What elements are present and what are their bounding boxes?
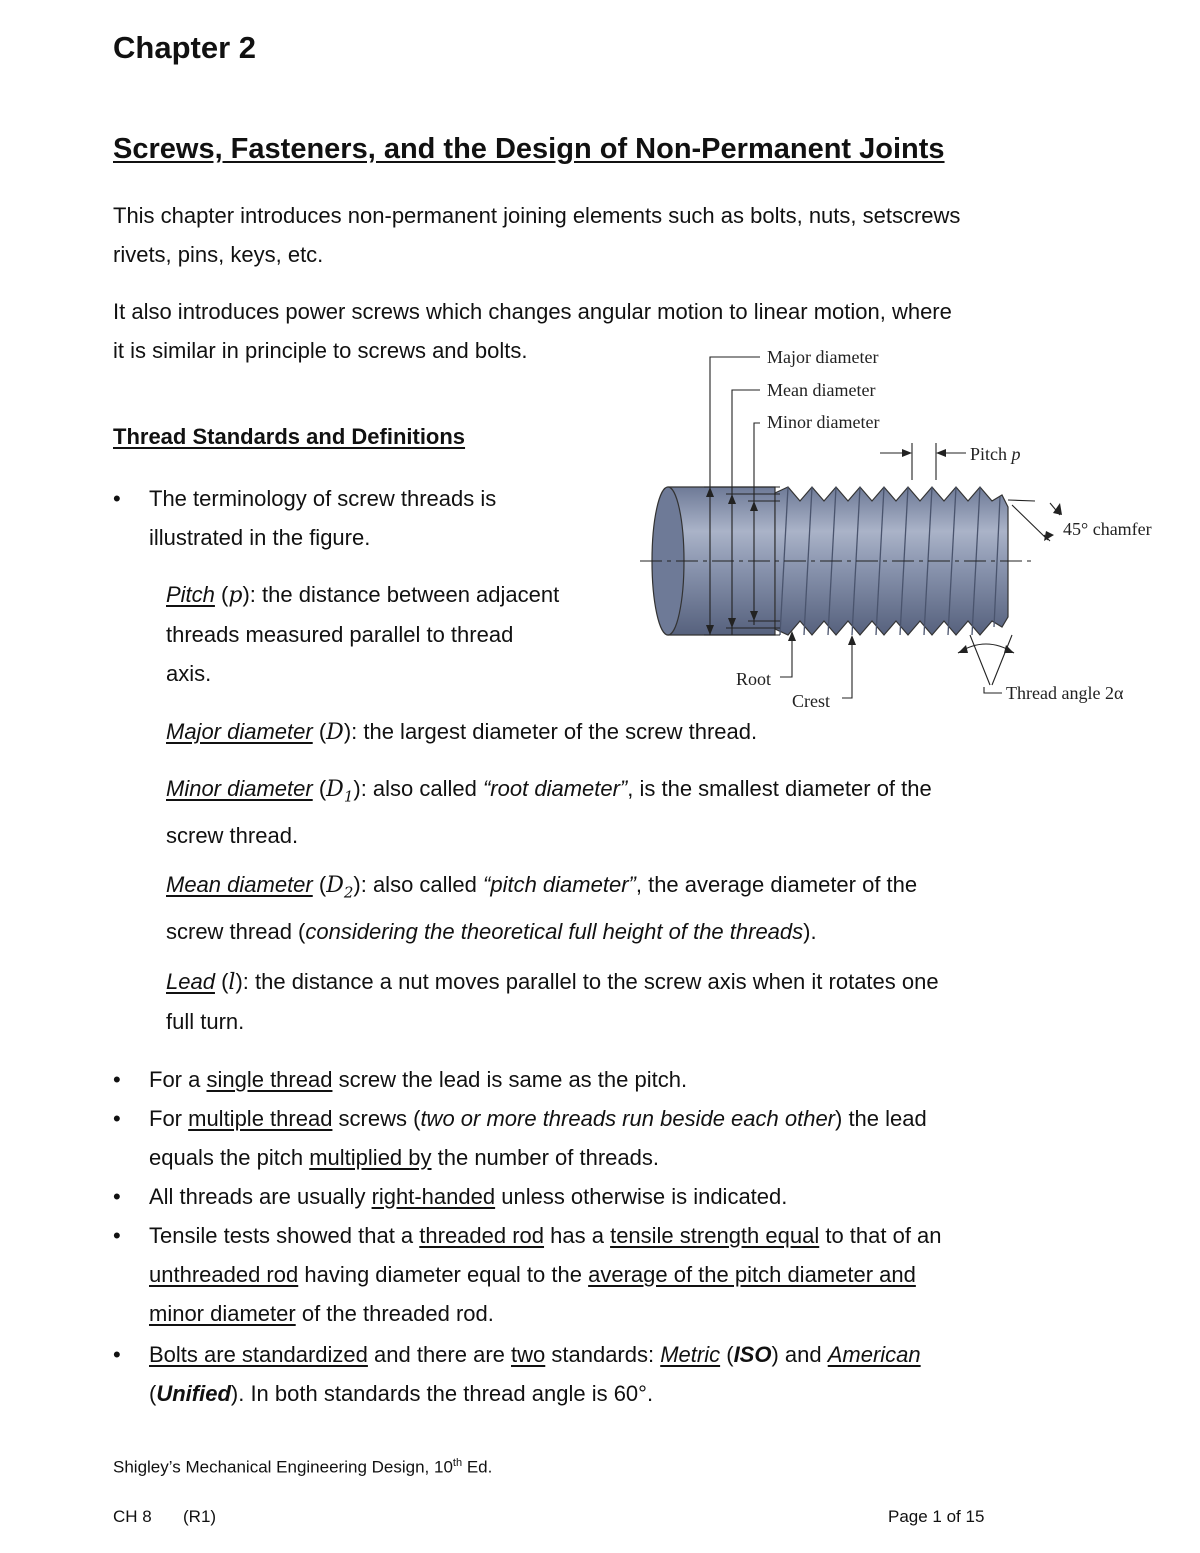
label-thread-angle: Thread angle 2α: [1006, 683, 1124, 703]
definition-minor-diameter: Minor diameter $(D_1)$: also called “root diameter”, is the smallest diameter of the screw thread.: [166, 776, 932, 849]
definition-pitch: Pitch (p): the distance between adjacent threads measured parallel to thread axis.: [166, 582, 560, 686]
section-title: Screws, Fasteners, and the Design of Non-Permanent Joints: [113, 133, 945, 165]
reference-note: Shigley’s Mechanical Engineering Design, 10th Ed.: [113, 1457, 493, 1477]
label-major-diameter: Major diameter: [767, 347, 879, 367]
definition-lead: Lead (l): the distance a nut moves parallel to the screw axis when it rotates one full turn.: [166, 969, 939, 1034]
footer-revision: (R1): [183, 1507, 217, 1526]
intro-paragraph: This chapter introduces non-permanent joining elements such as bolts, nuts, setscrews rivets, pins, keys, etc.: [113, 203, 961, 267]
bullet-tensile-tests: • Tensile tests showed that a threaded rod has a tensile strength equal to that of an unthreaded rod having diameter equal to the average of the pitch diameter and minor diameter of the threaded rod.: [113, 1216, 1093, 1333]
bullet-right-handed: • All threads are usually right-handed unless otherwise is indicated.: [113, 1177, 1093, 1216]
intro-paragraph-2: It also introduces power screws which changes angular motion to linear motion, where it is similar in principle to screws and bolts.: [113, 299, 952, 363]
label-root: Root: [736, 669, 772, 689]
page-number: Page 1 of 15: [888, 1507, 985, 1526]
label-mean-diameter: Mean diameter: [767, 380, 876, 400]
label-crest: Crest: [792, 691, 830, 711]
subsection-title: Thread Standards and Definitions: [113, 424, 466, 449]
bullet-terminology: • The terminology of screw threads is illustrated in the figure.: [113, 479, 633, 557]
bullet-list: [113, 1060, 1093, 1413]
bullet-single-thread: • For a single thread screw the lead is same as the pitch.: [113, 1060, 1093, 1099]
chapter-title: Chapter 2: [113, 30, 256, 65]
footer-chapter: CH 8: [113, 1507, 152, 1526]
label-pitch: Pitch p: [970, 444, 1021, 464]
screw-thread-figure: [640, 335, 1180, 715]
label-minor-diameter: Minor diameter: [767, 412, 880, 432]
definition-mean-diameter: Mean diameter $(D_2)$: also called “pitch diameter”, the average diameter of the screw thread (considering the theoretical full height of the threads).: [166, 872, 918, 945]
label-chamfer: 45° chamfer: [1063, 519, 1152, 539]
bullet-standards: • Bolts are standardized and there are two standards: Metric (ISO) and American (Unified). In both standards the thread angle is 60°.: [113, 1335, 1093, 1413]
definition-major-diameter: Major diameter (D): the largest diameter of the screw thread.: [166, 719, 758, 745]
bullet-multiple-thread: • For multiple thread screws (two or more threads run beside each other) the lead equals the pitch multiplied by the number of threads.: [113, 1099, 1093, 1177]
